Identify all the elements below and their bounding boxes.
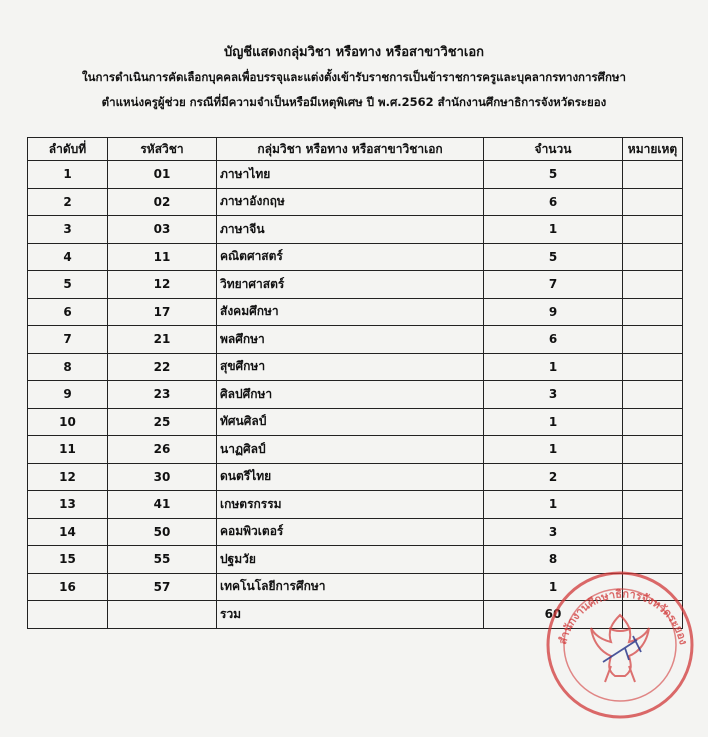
- row-code: 50: [108, 518, 217, 546]
- col-header-count: จำนวน: [484, 138, 623, 161]
- row-code: 12: [108, 271, 217, 299]
- row-subject: พลศึกษา: [217, 326, 484, 354]
- row-note: [623, 243, 683, 271]
- table-row: [28, 271, 683, 299]
- row-count: 5: [484, 161, 623, 189]
- table-row: [28, 381, 683, 409]
- row-note: [623, 353, 683, 381]
- row-subject: ภาษาไทย: [217, 161, 484, 189]
- row-code: 57: [108, 573, 217, 601]
- row-subject: เทคโนโลยีการศึกษา: [217, 573, 484, 601]
- row-no: 10: [28, 408, 108, 436]
- document-title: บัญชีแสดงกลุ่มวิชา หรือทาง หรือสาขาวิชาเอก: [223, 45, 485, 60]
- row-no: 6: [28, 298, 108, 326]
- row-subject: สุขศึกษา: [217, 353, 484, 381]
- row-note: [623, 546, 683, 574]
- total-label: รวม: [217, 601, 484, 629]
- row-subject: ศิลปศึกษา: [217, 381, 484, 409]
- row-count: 3: [484, 518, 623, 546]
- row-note: [623, 326, 683, 354]
- subject-table: [27, 137, 683, 629]
- table-row: [28, 518, 683, 546]
- table-row: [28, 298, 683, 326]
- row-count: 7: [484, 271, 623, 299]
- row-subject: ทัศนศิลป์: [217, 408, 484, 436]
- col-header-code: รหัสวิชา: [108, 138, 217, 161]
- row-note: [623, 518, 683, 546]
- table-row: [28, 408, 683, 436]
- row-subject: ภาษาอังกฤษ: [217, 188, 484, 216]
- row-code: 21: [108, 326, 217, 354]
- row-no: 7: [28, 326, 108, 354]
- svg-text:สำนักงานศึกษาธิการจังหวัดระยอง: สำนักงานศึกษาธิการจังหวัดระยอง: [555, 587, 690, 647]
- table-row: [28, 216, 683, 244]
- row-subject: วิทยาศาสตร์: [217, 271, 484, 299]
- table-header-row: [28, 138, 683, 161]
- col-header-subject: กลุ่มวิชา หรือทาง หรือสาขาวิชาเอก: [217, 138, 484, 161]
- row-code: 01: [108, 161, 217, 189]
- row-code: 55: [108, 546, 217, 574]
- row-count: 6: [484, 188, 623, 216]
- row-count: 1: [484, 573, 623, 601]
- row-note: [623, 298, 683, 326]
- row-count: 5: [484, 243, 623, 271]
- table-row: [28, 491, 683, 519]
- row-note: [623, 463, 683, 491]
- total-count: 60: [484, 601, 623, 629]
- row-no: 16: [28, 573, 108, 601]
- row-subject: เกษตรกรรม: [217, 491, 484, 519]
- row-subject: ปฐมวัย: [217, 546, 484, 574]
- row-subject: คณิตศาสตร์: [217, 243, 484, 271]
- row-note: [623, 271, 683, 299]
- row-count: 1: [484, 491, 623, 519]
- row-code: 25: [108, 408, 217, 436]
- row-subject: ดนตรีไทย: [217, 463, 484, 491]
- row-no: 9: [28, 381, 108, 409]
- table-row: [28, 463, 683, 491]
- row-note: [623, 381, 683, 409]
- total-no-cell: [28, 601, 108, 629]
- table-row: [28, 353, 683, 381]
- row-no: 14: [28, 518, 108, 546]
- row-subject: ภาษาจีน: [217, 216, 484, 244]
- row-code: 17: [108, 298, 217, 326]
- row-no: 15: [28, 546, 108, 574]
- row-count: 3: [484, 381, 623, 409]
- table-row: [28, 436, 683, 464]
- row-note: [623, 436, 683, 464]
- total-code-cell: [108, 601, 217, 629]
- official-seal: [545, 570, 695, 720]
- row-count: 1: [484, 436, 623, 464]
- row-subject: สังคมศึกษา: [217, 298, 484, 326]
- row-count: 1: [484, 353, 623, 381]
- row-no: 1: [28, 161, 108, 189]
- table-row: [28, 188, 683, 216]
- row-note: [623, 491, 683, 519]
- row-count: 9: [484, 298, 623, 326]
- row-count: 1: [484, 408, 623, 436]
- row-no: 13: [28, 491, 108, 519]
- col-header-note: หมายเหตุ: [623, 138, 683, 161]
- document-subtitle: ในการดำเนินการคัดเลือกบุคคลเพื่อบรรจุและแต่งตั้งเข้ารับราชการเป็นข้าราชการครูและบุคลากรทางการศึกษา: [82, 70, 626, 84]
- row-no: 5: [28, 271, 108, 299]
- row-no: 2: [28, 188, 108, 216]
- row-code: 03: [108, 216, 217, 244]
- row-code: 26: [108, 436, 217, 464]
- row-no: 12: [28, 463, 108, 491]
- row-no: 8: [28, 353, 108, 381]
- row-code: 30: [108, 463, 217, 491]
- row-count: 1: [484, 216, 623, 244]
- row-code: 41: [108, 491, 217, 519]
- row-subject: นาฏศิลป์: [217, 436, 484, 464]
- row-code: 23: [108, 381, 217, 409]
- table-row: [28, 326, 683, 354]
- document-header: [0, 40, 708, 115]
- table-row: [28, 546, 683, 574]
- row-note: [623, 408, 683, 436]
- row-count: 6: [484, 326, 623, 354]
- row-code: 11: [108, 243, 217, 271]
- row-subject: คอมพิวเตอร์: [217, 518, 484, 546]
- row-note: [623, 161, 683, 189]
- document-subtitle-2: ตำแหน่งครูผู้ช่วย กรณีที่มีความจำเป็นหรือมีเหตุพิเศษ ปี พ.ศ.2562 สำนักงานศึกษาธิการจังหวัดระยอง: [101, 95, 607, 109]
- col-header-no: ลำดับที่: [28, 138, 108, 161]
- row-code: 22: [108, 353, 217, 381]
- row-no: 3: [28, 216, 108, 244]
- row-no: 11: [28, 436, 108, 464]
- row-note: [623, 188, 683, 216]
- row-code: 02: [108, 188, 217, 216]
- row-count: 8: [484, 546, 623, 574]
- table-row: [28, 161, 683, 189]
- table-row: [28, 243, 683, 271]
- row-count: 2: [484, 463, 623, 491]
- row-note: [623, 216, 683, 244]
- row-no: 4: [28, 243, 108, 271]
